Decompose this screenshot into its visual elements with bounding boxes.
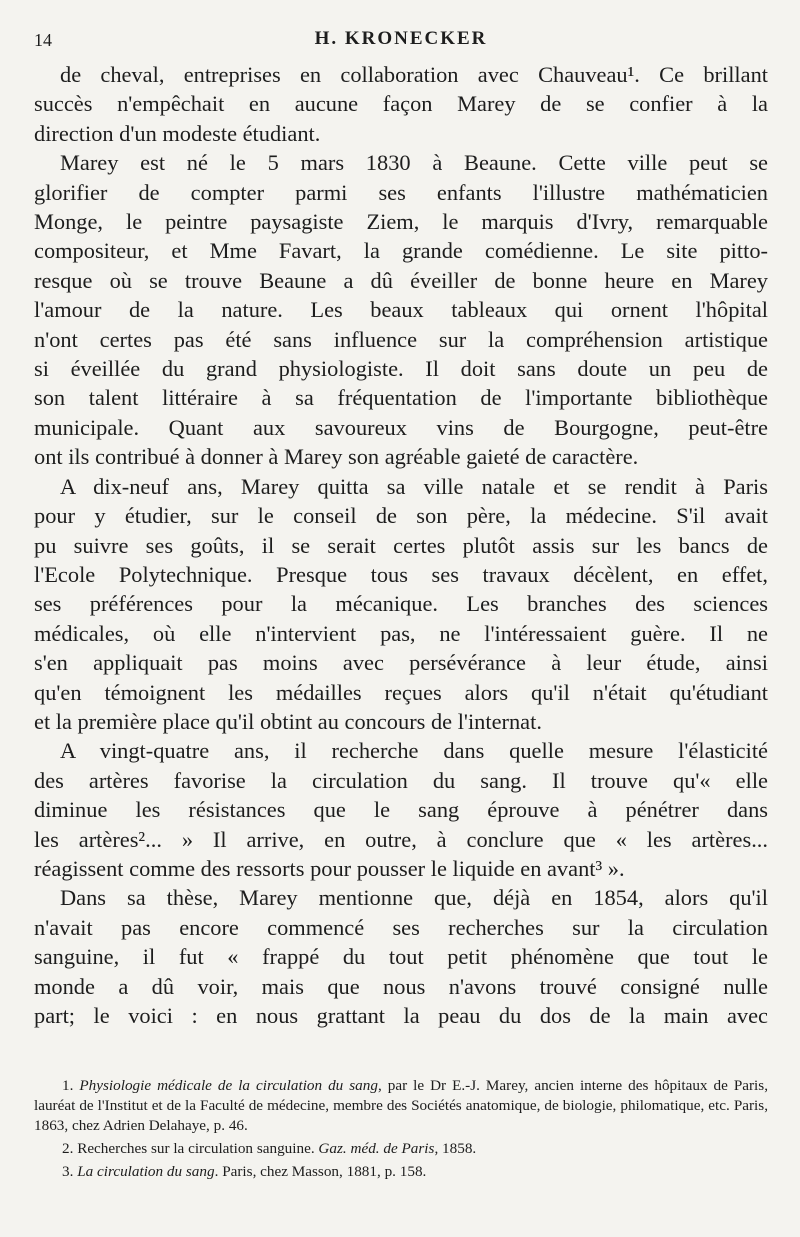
footnote-title: Physiologie médicale de la circulation du sang xyxy=(79,1077,378,1094)
running-head: H. KRONECKER xyxy=(314,28,488,49)
text-line: succès n'empêchait en aucune façon Marey de se confier à la xyxy=(34,91,768,117)
text-line: réagissent comme des ressorts pour pousser le liquide en avant³ ». xyxy=(34,855,625,881)
text-line: de cheval, entreprises en collaboration avec Chauveau¹. Ce brillant xyxy=(60,62,768,87)
text-line: monde a dû voir, mais que nous n'avons trouvé consigné nulle xyxy=(34,973,768,999)
text-line: ont ils contribué à donner à Marey son agréable gaieté de caractère. xyxy=(34,444,639,470)
footnote-journal: Gaz. méd. de Paris xyxy=(318,1140,435,1157)
footnotes xyxy=(34,1076,768,1182)
text-line: A dix-neuf ans, Marey quitta sa ville natale et se rendit à Paris xyxy=(60,473,768,499)
text-line: médicales, où elle n'intervient pas, ne l'intéressaient guère. Il ne xyxy=(34,620,768,646)
footnote-title: La circulation du sang xyxy=(77,1163,215,1180)
footnote-1 xyxy=(34,1076,768,1136)
footnote-number: 3. xyxy=(62,1163,74,1180)
text-line: compositeur, et Mme Favart, la grande comédienne. Le site pitto- xyxy=(34,238,768,264)
footnote-text: Recherches sur la circulation sanguine. xyxy=(77,1140,319,1157)
text-line: son talent littéraire à sa fréquentation de l'importante bibliothèque xyxy=(34,385,768,411)
footnote-text: . Paris, chez Masson, 1881, p. 158. xyxy=(214,1163,427,1180)
text-line: Monge, le peintre paysagiste Ziem, le marquis d'Ivry, remarquable xyxy=(34,209,768,235)
text-line: direction d'un modeste étudiant. xyxy=(34,120,321,146)
text-line: municipale. Quant aux savoureux vins de Bourgogne, peut-être xyxy=(34,414,768,440)
footnote-3 xyxy=(34,1162,768,1182)
text-line: s'en appliquait pas moins avec persévérance à leur étude, ainsi xyxy=(34,650,768,676)
text-line: des artères favorise la circulation du sang. Il trouve qu'« elle xyxy=(34,767,768,793)
text-line: A vingt-quatre ans, il recherche dans quelle mesure l'élasticité xyxy=(60,738,768,764)
text-line: diminue les résistances que le sang éprouve à pénétrer dans xyxy=(34,797,768,823)
footnote-text: , 1858. xyxy=(434,1140,477,1157)
text-line: et la première place qu'il obtint au concours de l'internat. xyxy=(34,708,542,734)
page xyxy=(34,22,768,1030)
text-line: part; le voici : en nous grattant la peau du dos de la main avec xyxy=(34,1003,768,1028)
text-line: sanguine, il fut « frappé du tout petit phénomène que tout le xyxy=(34,944,768,970)
footnote-2 xyxy=(34,1139,768,1159)
footnote-number: 2. xyxy=(62,1140,74,1157)
text-line: Marey est né le 5 mars 1830 à Beaune. Cette ville peut se xyxy=(60,150,768,176)
text-line: qu'en témoignent les médailles reçues alors qu'il n'était qu'étudiant xyxy=(34,679,768,705)
text-line: resque où se trouve Beaune a dû éveiller de bonne heure en Marey xyxy=(34,267,768,293)
text-line: n'avait pas encore commencé ses recherches sur la circulation xyxy=(34,914,768,940)
text-line: l'Ecole Polytechnique. Presque tous ses travaux décèlent, en effet, xyxy=(34,561,768,587)
body-text xyxy=(34,60,768,1030)
text-line: si éveillée du grand physiologiste. Il doit sans doute un peu de xyxy=(34,356,768,382)
text-line: n'ont certes pas été sans influence sur la compréhension artistique xyxy=(34,326,768,352)
text-line: l'amour de la nature. Les beaux tableaux qui ornent l'hôpital xyxy=(34,297,768,323)
page-header xyxy=(34,22,768,60)
page-number: 14 xyxy=(34,30,52,50)
text-line: Dans sa thèse, Marey mentionne que, déjà en 1854, alors qu'il xyxy=(60,885,768,911)
text-line: ses préférences pour la mécanique. Les branches des sciences xyxy=(34,591,768,617)
text-line: pu suivre ses goûts, il se serait certes plutôt assis sur les bancs de xyxy=(34,532,768,558)
text-line: glorifier de compter parmi ses enfants l'illustre mathématicien xyxy=(34,179,768,205)
footnote-number: 1. xyxy=(62,1077,74,1094)
footnote-text: , par le Dr E.-J. Marey, ancien interne des hôpitaux de Paris, lauréat de l'Institut et de la Faculté de médecine, membre des Sociétés anatomique, de biologie, philomatique, etc. Paris, 1863, chez Adrien Delahaye, p. 46. xyxy=(34,1077,768,1134)
text-line: les artères²... » Il arrive, en outre, à conclure que « les artères... xyxy=(34,826,768,852)
text-line: pour y étudier, sur le conseil de son père, la médecine. S'il avait xyxy=(34,503,768,529)
